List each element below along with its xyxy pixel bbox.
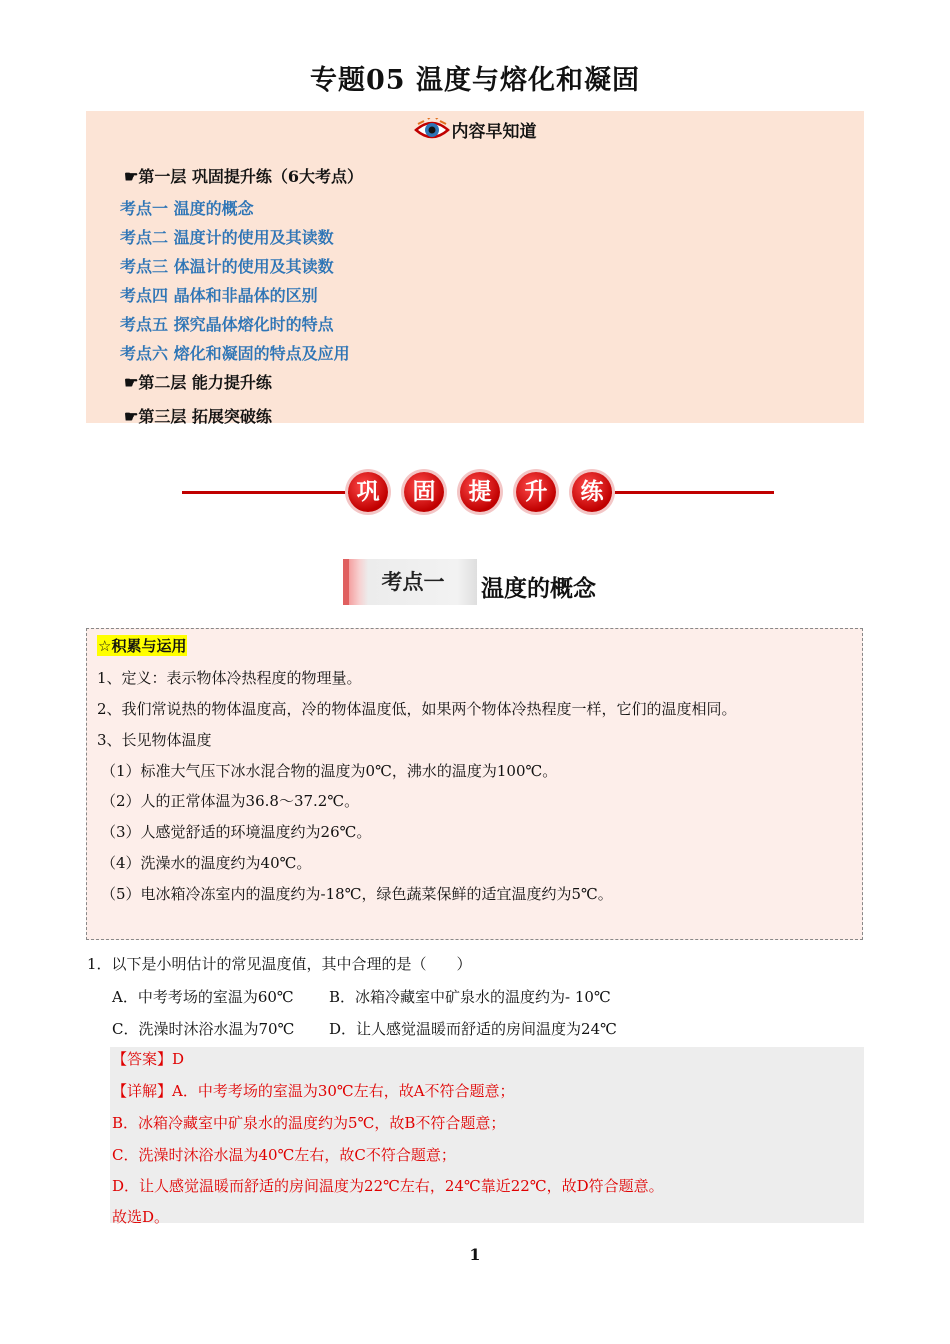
question-stem: 1．以下是小明估计的常见温度值，其中合理的是（ ）: [87, 955, 472, 973]
notes-line: （4）洗澡水的温度约为40℃。: [101, 854, 312, 872]
notes-line: （1）标准大气压下冰水混合物的温度为0℃，沸水的温度为100℃。: [101, 762, 558, 780]
banner-char: 巩: [348, 472, 388, 512]
answer-label: 【答案】D: [112, 1050, 185, 1068]
banner-char: 提: [460, 472, 500, 512]
toc-point-1[interactable]: 考点一 温度的概念: [120, 199, 254, 218]
answer-conclusion: 故选D。: [112, 1208, 170, 1226]
toc-point-3[interactable]: 考点三 体温计的使用及其读数: [120, 257, 334, 276]
banner-char: 升: [516, 472, 556, 512]
toc-point-2[interactable]: 考点二 温度计的使用及其读数: [120, 228, 334, 247]
notes-tag: ☆积累与运用: [98, 637, 187, 655]
banner-line-right: [606, 491, 774, 494]
banner-char: 固: [404, 472, 444, 512]
notes-line: 2、我们常说热的物体温度高，冷的物体温度低，如果两个物体冷热程度一样，它们的温度相同。: [97, 700, 737, 718]
section-banner: [182, 470, 774, 516]
section-badge: [343, 559, 477, 605]
answer-c: C．洗澡时沐浴水温为40℃左右，故C不符合题意；: [112, 1146, 456, 1164]
table-of-contents: [86, 111, 864, 426]
banner-line-left: [182, 491, 352, 494]
toc-point-5[interactable]: 考点五 探究晶体熔化时的特点: [120, 315, 334, 334]
notes-line: （5）电冰箱冷冻室内的温度约为-18℃，绿色蔬菜保鲜的适宜温度约为5℃。: [101, 885, 613, 903]
toc-point-4[interactable]: 考点四 晶体和非晶体的区别: [120, 286, 318, 305]
eye-icon: [414, 118, 450, 147]
toc-heading-text: 内容早知道: [451, 122, 537, 142]
option-b: B．冰箱冷藏室中矿泉水的温度约为- 10℃: [329, 988, 611, 1006]
banner-char: 练: [572, 472, 612, 512]
toc-heading: [86, 117, 864, 147]
page-number: 1: [469, 1245, 481, 1264]
option-a: A．中考考场的室温为60℃: [112, 988, 294, 1006]
section-title: 温度的概念: [481, 575, 596, 602]
notes-line: 1、定义：表示物体冷热程度的物理量。: [97, 669, 362, 687]
toc-level-2[interactable]: ☛第二层 能力提升练: [124, 373, 272, 392]
toc-level-1[interactable]: ☛第一层 巩固提升练（6大考点）: [124, 167, 364, 186]
section-badge-text: 考点一: [381, 570, 445, 594]
toc-level-3[interactable]: ☛第三层 拓展突破练: [124, 407, 272, 426]
option-d: D．让人感觉温暖而舒适的房间温度为24℃: [329, 1020, 617, 1038]
answer-box: [110, 1047, 864, 1223]
option-c: C．洗澡时沐浴水温为70℃: [112, 1020, 295, 1038]
notes-line: （3）人感觉舒适的环境温度约为26℃。: [101, 823, 372, 841]
toc-point-6[interactable]: 考点六 熔化和凝固的特点及应用: [120, 344, 350, 363]
answer-detail: 【详解】A．中考考场的室温为30℃左右，故A不符合题意；: [112, 1082, 515, 1100]
page-title: 专题05 温度与熔化和凝固: [310, 65, 640, 96]
answer-d: D．让人感觉温暖而舒适的房间温度为22℃左右，24℃靠近22℃，故D符合题意。: [112, 1177, 664, 1195]
notes-line: （2）人的正常体温为36.8～37.2℃。: [101, 792, 360, 810]
answer-b: B．冰箱冷藏室中矿泉水的温度约为5℃，故B不符合题意；: [112, 1114, 506, 1132]
notes-line: 3、长见物体温度: [97, 731, 212, 749]
